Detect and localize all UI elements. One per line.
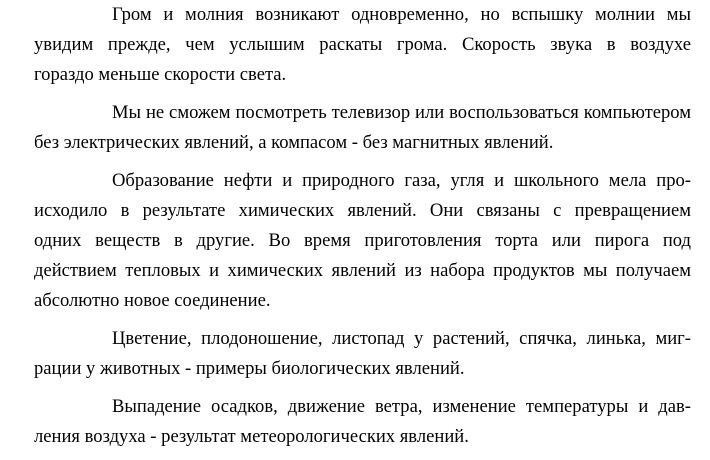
paragraph-electric-magnetic: [34, 98, 691, 158]
text-line: Цветение, плодоношение, листопад у растений, спячка, линька, миг-: [112, 328, 691, 349]
text-line: рации у животных - примеры биологических явлений.: [34, 358, 465, 379]
text-line: исходило в результате химических явлений. Они связаны с превращением: [34, 200, 691, 221]
text-line: Гром и молния возникают одновременно, но вспышку молнии мы: [112, 4, 691, 25]
document-page: [34, 0, 691, 452]
text-line: гораздо меньше скорости света.: [34, 64, 287, 85]
text-line: увидим прежде, чем услышим раскаты грома. Скорость звука в воздухе: [34, 34, 691, 55]
text-line: ления воздуха - результат метеорологических явлений.: [34, 426, 469, 447]
text-line: Мы не сможем посмотреть телевизор или воспользоваться компьютером: [112, 102, 691, 123]
paragraph-thunder-lightning: [34, 0, 691, 90]
paragraph-biological: [34, 324, 691, 384]
text-line: действием тепловых и химических явлений из набора продуктов мы получаем: [34, 260, 691, 281]
text-line: одних веществ в другие. Во время приготовления торта или пирога под: [34, 230, 691, 251]
text-line: абсолютно новое соединение.: [34, 290, 271, 311]
text-line: без электрических явлений, а компасом - без магнитных явлений.: [34, 132, 554, 153]
text-line: Выпадение осадков, движение ветра, изменение температуры и дав-: [112, 396, 691, 417]
text-line: Образование нефти и природного газа, угля и школьного мела про-: [112, 170, 691, 191]
paragraph-meteorological: [34, 392, 691, 452]
paragraph-chemical: [34, 166, 691, 316]
